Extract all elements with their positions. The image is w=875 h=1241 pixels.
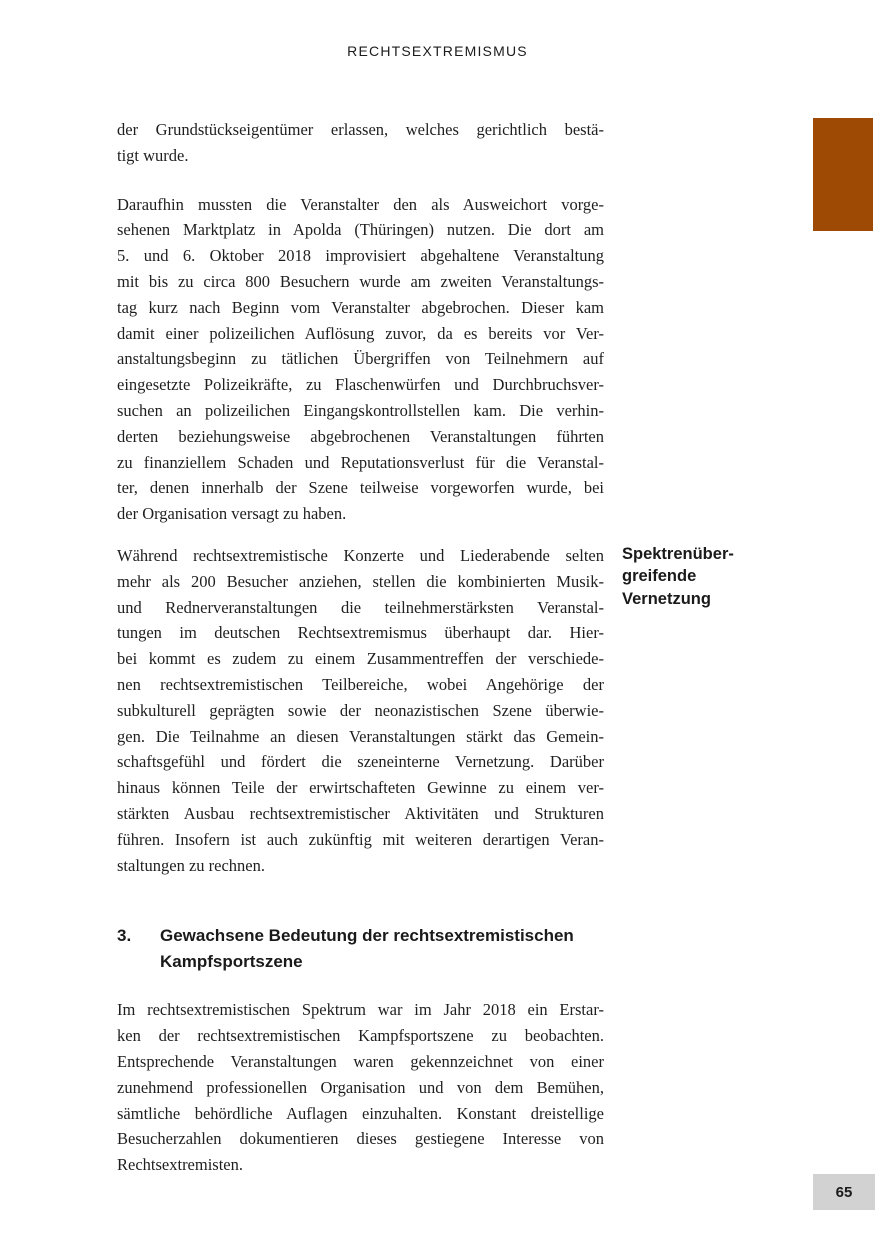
text-line: stärkten Ausbau rechtsextremistischer Aktivitäten und Strukturen: [117, 803, 604, 823]
text-line: tungen im deutschen Rechtsextremismus überhaupt dar. Hier-: [117, 623, 604, 643]
text-line: eingesetzte Polizeikräfte, zu Flaschenwürfen und Durchbruchsver-: [117, 375, 604, 395]
section-number: 3.: [117, 926, 132, 946]
section-title: [160, 923, 604, 975]
text-line: und Rednerveranstaltungen die teilnehmerstärksten Veranstal-: [117, 597, 604, 617]
section-title-line: Kampfsportszene: [160, 952, 303, 972]
chapter-accent-bar: [813, 118, 873, 231]
margin-note-line: Vernetzung: [622, 589, 711, 608]
text-line: anstaltungsbeginn zu tätlichen Übergriffen von Teilnehmern auf: [117, 349, 604, 369]
text-line: tag kurz nach Beginn vom Veranstalter abgebrochen. Dieser kam: [117, 297, 604, 317]
text-line: gen. Die Teilnahme an diesen Veranstaltungen stärkt das Gemein-: [117, 726, 604, 746]
text-line: schaftsgefühl und fördert die szeneinterne Vernetzung. Darüber: [117, 752, 604, 772]
text-line: Während rechtsextremistische Konzerte und Liederabende selten: [117, 545, 604, 565]
text-line: hinaus können Teile der erwirtschafteten Gewinne zu einem ver-: [117, 778, 604, 798]
text-line: Entsprechende Veranstaltungen waren gekennzeichnet von einer: [117, 1051, 604, 1071]
paragraph: [117, 117, 604, 169]
text-line: ken der rechtsextremistischen Kampfsportszene zu beobachten.: [117, 1026, 604, 1046]
text-line: ter, denen innerhalb der Szene teilweise vorgeworfen wurde, bei: [117, 478, 604, 498]
margin-note-line: greifende: [622, 567, 697, 586]
paragraph: [117, 192, 604, 527]
text-line: subkulturell geprägten sowie der neonazistischen Szene überwie-: [117, 700, 604, 720]
text-line: tigt wurde.: [117, 145, 189, 165]
section-title-line: Gewachsene Bedeutung der rechtsextremistischen: [160, 926, 574, 946]
text-line: nen rechtsextremistischen Teilbereiche, wobei Angehörige der: [117, 674, 604, 694]
margin-note: [622, 543, 772, 611]
text-line: mehr als 200 Besucher anziehen, stellen die kombinierten Musik-: [117, 571, 604, 591]
text-line: Besucherzahlen dokumentieren dieses gestiegene Interesse von: [117, 1129, 604, 1149]
body-text-column: [117, 0, 734, 1178]
page-number: 65: [835, 1183, 853, 1201]
text-line: zunehmend professionellen Organisation und von dem Bemühen,: [117, 1077, 604, 1097]
margin-note-line: Spektrenüber-: [622, 544, 734, 563]
text-line: mit bis zu circa 800 Besuchern wurde am zweiten Veranstaltungs-: [117, 271, 604, 291]
text-line: damit einer polizeilichen Auflösung zuvor, da es bereits vor Ver-: [117, 323, 604, 343]
text-line: staltungen zu rechnen.: [117, 855, 265, 875]
paragraph: [117, 543, 734, 878]
text-line: Rechtsextremisten.: [117, 1155, 244, 1175]
text-line: führen. Insofern ist auch zukünftig mit weiteren derartigen Veran-: [117, 829, 604, 849]
page-number-badge: [813, 1174, 875, 1210]
text-line: zu finanziellem Schaden und Reputationsverlust für die Veranstal-: [117, 452, 604, 472]
paragraph: [117, 997, 604, 1178]
text-line: bei kommt es zudem zu einem Zusammentreffen der verschiede-: [117, 649, 604, 669]
text-line: sämtliche behördliche Auflagen einzuhalten. Konstant dreistellige: [117, 1103, 604, 1123]
text-line: suchen an polizeilichen Eingangskontrollstellen kam. Die verhin-: [117, 400, 604, 420]
text-line: derten beziehungsweise abgebrochenen Veranstaltungen führten: [117, 426, 604, 446]
text-line: sehenen Marktplatz in Apolda (Thüringen) nutzen. Die dort am: [117, 220, 604, 240]
running-header: RECHTSEXTREMISMUS: [347, 43, 528, 59]
text-line: der Grundstückseigentümer erlassen, welches gerichtlich bestä-: [117, 120, 604, 139]
text-line: 5. und 6. Oktober 2018 improvisiert abgehaltene Veranstaltung: [117, 246, 604, 266]
section-heading: [117, 923, 604, 975]
text-line: der Organisation versagt zu haben.: [117, 504, 347, 524]
text-line: Daraufhin mussten die Veranstalter den als Ausweichort vorge-: [117, 194, 604, 214]
text-line: Im rechtsextremistischen Spektrum war im Jahr 2018 ein Erstar-: [117, 1000, 604, 1020]
